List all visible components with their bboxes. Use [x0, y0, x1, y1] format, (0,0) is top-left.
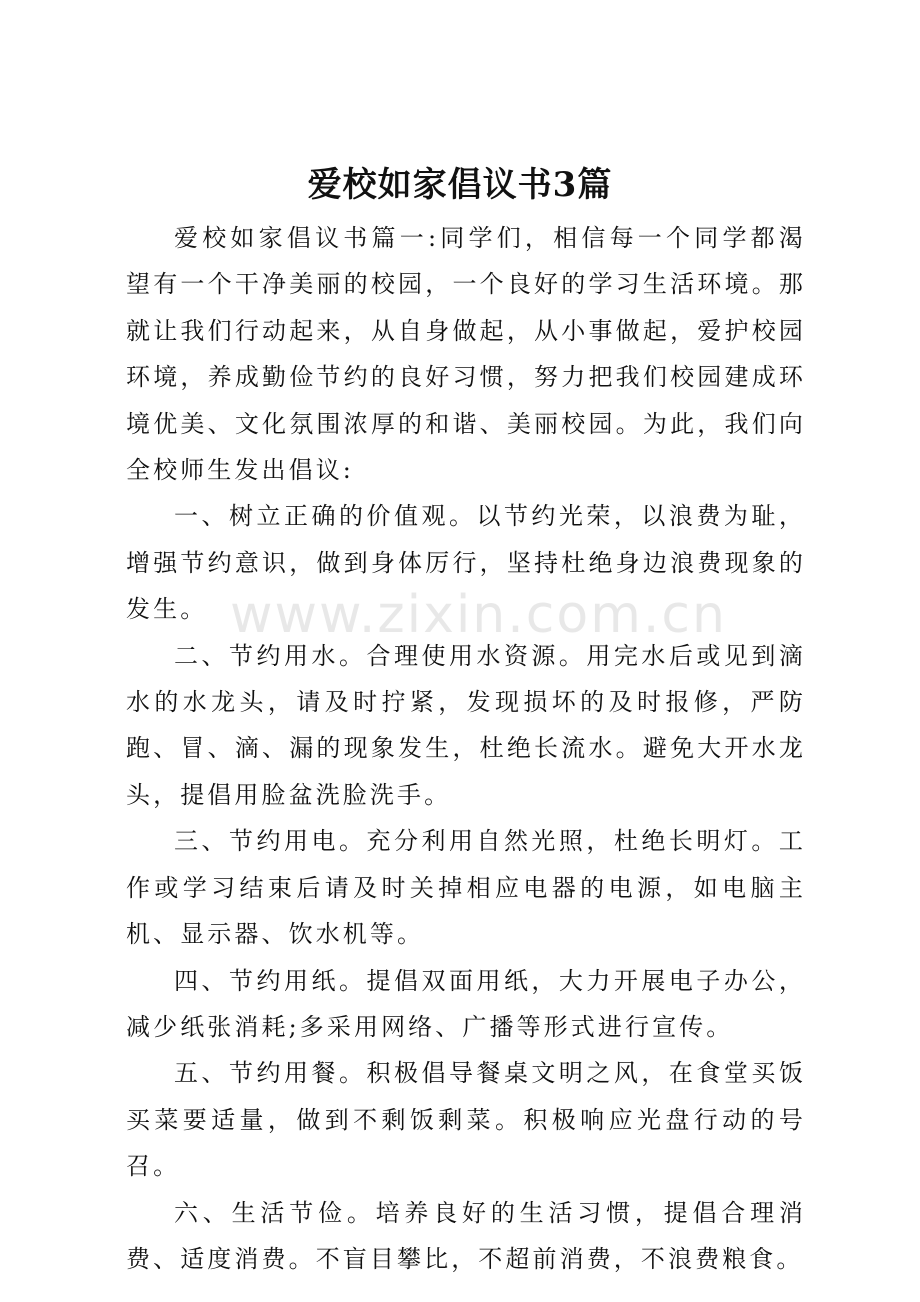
document-title: 爱校如家倡议书3篇: [307, 165, 613, 205]
paragraph-item-4: 四、节约用纸。提倡双面用纸，大力开展电子办公，减少纸张消耗;多采用网络、广播等形式进行宣传。: [126, 966, 806, 1041]
paragraph-item-1: 一、树立正确的价值观。以节约光荣，以浪费为耻，增强节约意识，做到身体厉行，坚持杜绝身边浪费现象的发生。: [126, 502, 806, 624]
paragraph-item-6: 六、生活节俭。培养良好的生活习惯，提倡合理消费、适度消费。不盲目攀比，不超前消费，不浪费粮食。: [126, 1198, 806, 1273]
paragraph-item-2: 二、节约用水。合理使用水资源。用完水后或见到滴水的水龙头，请及时拧紧，发现损坏的及时报修，严防跑、冒、滴、漏的现象发生，杜绝长流水。避免大开水龙头，提倡用脸盆洗脸洗手。: [126, 641, 806, 809]
watermark: www.zixin.com.cn: [230, 585, 727, 645]
paragraph-item-5: 五、节约用餐。积极倡导餐桌文明之风，在食堂买饭买菜要适量，做到不剩饭剩菜。积极响应光盘行动的号召。: [126, 1059, 806, 1181]
document-body: [126, 215, 806, 1282]
paragraph-item-3: 三、节约用电。充分利用自然光照，杜绝长明灯。工作或学习结束后请及时关掉相应电器的电源，如电脑主机、显示器、饮水机等。: [126, 827, 806, 949]
paragraph-intro: 爱校如家倡议书篇一:同学们，相信每一个同学都渴望有一个干净美丽的校园，一个良好的学习生活环境。那就让我们行动起来，从自身做起，从小事做起，爱护校园环境，养成勤俭节约的良好习惯，努力把我们校园建成环境优美、文化氛围浓厚的和谐、美丽校园。为此，我们向全校师生发出倡议:: [126, 224, 806, 485]
